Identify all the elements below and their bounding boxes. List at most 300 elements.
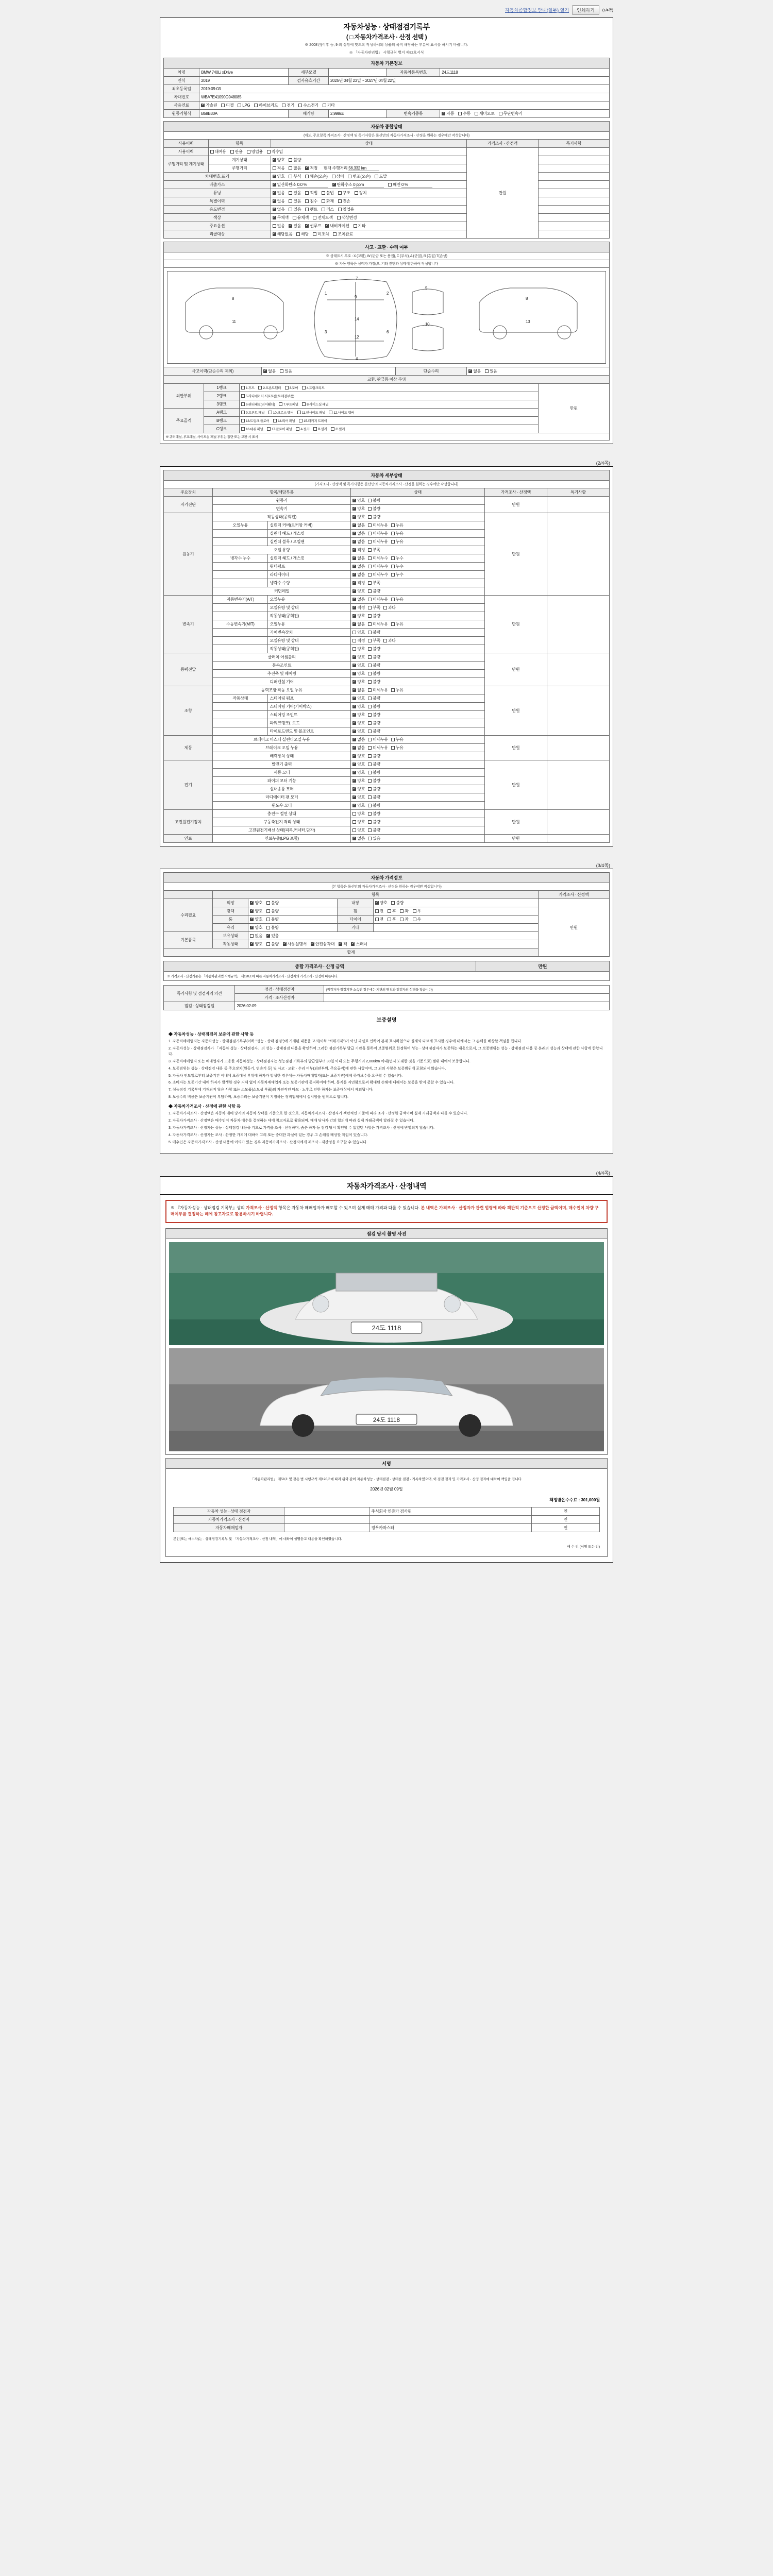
detail-options[interactable] xyxy=(351,686,485,694)
price-total-label: 합계 xyxy=(164,948,539,957)
br1-e2: 잭 xyxy=(343,942,347,946)
checkbox[interactable] xyxy=(352,515,356,519)
checkbox[interactable] xyxy=(391,540,395,544)
detail-sub-label: 기어변속장치 xyxy=(268,629,351,637)
info-link[interactable]: 자동차종합정보 안내(일부) 열기 xyxy=(505,8,569,13)
checkbox[interactable] xyxy=(368,573,372,577)
detail-row xyxy=(164,810,610,818)
value-inspection: 2025년 04월 23일 ~ 2027년 04월 22일 xyxy=(329,77,610,85)
simple-options[interactable] xyxy=(467,367,610,376)
checkbox[interactable] xyxy=(352,820,356,824)
checkbox[interactable] xyxy=(391,532,395,535)
checkbox[interactable] xyxy=(368,705,372,708)
detail-options[interactable] xyxy=(351,637,485,645)
checkbox[interactable] xyxy=(368,804,372,807)
checkbox[interactable] xyxy=(368,631,372,634)
option-label: 양호 xyxy=(357,515,365,519)
br1-e0: 사용설명서 xyxy=(287,942,307,946)
checkbox[interactable] xyxy=(368,672,372,675)
option-label: 불량 xyxy=(373,787,380,791)
detail-item-label: 냉각수 누수 xyxy=(213,554,268,563)
detail-options[interactable] xyxy=(351,802,485,810)
opt-sub-1: 내비게이션 xyxy=(330,224,349,228)
checkbox[interactable] xyxy=(352,705,356,708)
checkbox[interactable] xyxy=(383,639,387,642)
checkbox[interactable] xyxy=(391,598,395,601)
detail-options[interactable] xyxy=(351,620,485,629)
checkbox[interactable] xyxy=(391,523,395,527)
checkbox[interactable] xyxy=(368,581,372,585)
usage-opt-2: 영업용 xyxy=(251,149,263,154)
basic-info-table xyxy=(163,58,610,118)
usage-options[interactable] xyxy=(208,148,467,156)
checkbox[interactable] xyxy=(352,647,356,651)
repair-row1-opts[interactable] xyxy=(248,907,338,916)
detail-options[interactable] xyxy=(351,604,485,612)
detail-item-label xyxy=(213,571,268,579)
or1-0: 1.후드 xyxy=(246,386,255,390)
terms-paragraph: 2. 자동차가격조사 · 산정액은 매수인이 자동차 매수를 결정하는 데에 참고자료로 활용되며, 매매 당사자 간의 합의에 따라 실제 거래금액이 달라질 수 있습니다. xyxy=(169,1119,414,1123)
checkbox[interactable] xyxy=(352,754,356,758)
checkbox[interactable] xyxy=(368,754,372,758)
checkbox[interactable] xyxy=(352,573,356,577)
detail-options[interactable] xyxy=(351,587,485,596)
option-options[interactable] xyxy=(271,222,467,230)
checkbox[interactable] xyxy=(352,804,356,807)
checkbox[interactable] xyxy=(368,589,372,593)
sheet-page-2 xyxy=(160,466,613,846)
checkbox[interactable] xyxy=(352,631,356,634)
color-label: 색상 xyxy=(164,214,271,222)
checkbox[interactable] xyxy=(383,606,387,609)
usage-label: 사용이력 xyxy=(164,148,209,156)
checkbox[interactable] xyxy=(368,730,372,733)
detail-options[interactable] xyxy=(351,596,485,604)
checkbox[interactable] xyxy=(352,738,356,741)
usechange-options[interactable] xyxy=(271,206,467,214)
detail-sub-label: 스티어링 기어(기어박스) xyxy=(268,703,351,711)
detail-options[interactable] xyxy=(351,793,485,802)
checkbox[interactable] xyxy=(368,762,372,766)
checkbox[interactable] xyxy=(368,548,372,552)
detail-options[interactable] xyxy=(351,530,485,538)
value-plate: 24도1118 xyxy=(440,69,610,77)
checkbox[interactable] xyxy=(368,779,372,783)
sign-row2-org: 정우카마스터 xyxy=(369,1523,531,1532)
checkbox[interactable] xyxy=(391,688,395,692)
detail-options[interactable] xyxy=(351,694,485,703)
checkbox[interactable] xyxy=(368,787,372,791)
trans-options[interactable] xyxy=(440,110,610,118)
recall-opt-0: 해당없음 xyxy=(277,232,293,236)
checkbox[interactable] xyxy=(352,507,356,511)
option-label: 불량 xyxy=(373,721,380,725)
insp-row1-label: 점검 · 상태점검자 xyxy=(235,986,324,994)
terms-title: 보증설명 xyxy=(376,1018,397,1023)
detail-options[interactable] xyxy=(351,662,485,670)
state-col-price: 가격조사 · 산정액 xyxy=(467,140,538,148)
checkbox[interactable] xyxy=(352,812,356,816)
repair-row0-opts[interactable] xyxy=(248,899,338,907)
option-label: 양호 xyxy=(357,762,365,767)
option-label: 불량 xyxy=(373,762,380,767)
vin-mark-options[interactable] xyxy=(271,173,467,181)
ic-2: A.필러 xyxy=(300,428,310,431)
label-vin: 차대번호 xyxy=(164,93,199,101)
checkbox[interactable] xyxy=(368,713,372,717)
checkbox[interactable] xyxy=(352,532,356,535)
checkbox[interactable] xyxy=(352,787,356,791)
checkbox[interactable] xyxy=(368,639,372,642)
svg-text:6: 6 xyxy=(386,330,389,334)
checkbox[interactable] xyxy=(352,622,356,626)
detail-options[interactable] xyxy=(351,744,485,752)
fee-row xyxy=(173,1497,600,1503)
special-sub-2: 전손 xyxy=(342,199,350,204)
detail-options[interactable] xyxy=(351,678,485,686)
checkbox[interactable] xyxy=(391,565,395,568)
option-label: 불량 xyxy=(373,770,380,775)
repair-row0-name: 외장 xyxy=(213,899,248,907)
detail-options[interactable] xyxy=(351,497,485,505)
detail-options[interactable] xyxy=(351,538,485,546)
inner-rankA-items[interactable] xyxy=(240,409,539,417)
checkbox[interactable] xyxy=(391,622,395,626)
checkbox[interactable] xyxy=(352,639,356,642)
checkbox[interactable] xyxy=(352,523,356,527)
recall-label: 리콜대상 xyxy=(164,230,271,239)
detail-price-cell: 만원 xyxy=(484,497,547,513)
label-plate: 자동차등록번호 xyxy=(386,69,440,77)
final-note: ※ 가격조사 · 산정기준은 「자동차관리법 시행규칙」 제120조에 따른 자동차가격조사 · 산정자의 가격조사 · 산정에 따릅니다. xyxy=(164,972,610,981)
option-label: 양호 xyxy=(357,506,365,511)
option-label: 누유 xyxy=(395,597,404,602)
svg-text:8: 8 xyxy=(526,296,528,301)
repair-row2-opts2[interactable] xyxy=(373,916,538,924)
page4-footer: 본인(또는 매수자)는 · 상태점검기록부 및 「자동차가격조사 · 산정 내역」에 대하여 설명듣고 내용을 확인하였습니다. xyxy=(173,1537,342,1541)
checkbox[interactable] xyxy=(391,556,395,560)
detail-options[interactable] xyxy=(351,711,485,719)
option-label: 양호 xyxy=(357,647,365,651)
checkbox[interactable] xyxy=(352,540,356,544)
checkbox[interactable] xyxy=(368,614,372,618)
checkbox[interactable] xyxy=(368,688,372,692)
option-label: 양호 xyxy=(357,704,365,709)
svg-text:3: 3 xyxy=(325,330,327,334)
checkbox[interactable] xyxy=(352,828,356,832)
emi-val-0: 0.0 % xyxy=(297,182,328,188)
special-options[interactable] xyxy=(271,197,467,206)
sign-row1-org xyxy=(369,1515,531,1523)
checkbox[interactable] xyxy=(368,499,372,502)
fuel-options[interactable] xyxy=(199,101,610,110)
checkbox[interactable] xyxy=(368,721,372,725)
detail-options[interactable] xyxy=(351,719,485,727)
detail-options[interactable] xyxy=(351,777,485,785)
ic-1: 17.플로어 패널 xyxy=(272,428,292,431)
price-col-price: 가격조사 · 산정액 xyxy=(538,891,609,899)
option-label: 양호 xyxy=(357,680,365,684)
detail-options[interactable] xyxy=(351,563,485,571)
inner-rankC-items[interactable] xyxy=(240,425,539,433)
checkbox[interactable] xyxy=(368,565,372,568)
checkbox[interactable] xyxy=(368,795,372,799)
page-indicator-3: (3/4쪽) xyxy=(596,863,610,868)
ic-3: B.필러 xyxy=(318,428,327,431)
checkbox[interactable] xyxy=(352,688,356,692)
detail-options[interactable] xyxy=(351,521,485,530)
detail-options[interactable] xyxy=(351,629,485,637)
checkbox[interactable] xyxy=(352,589,356,593)
detail-item-label xyxy=(213,563,268,571)
option-label: 부족 xyxy=(373,548,380,552)
detail-options[interactable] xyxy=(351,785,485,793)
option-label: 없음 xyxy=(357,539,365,544)
checkbox[interactable] xyxy=(352,548,356,552)
detail-item-label: 작동상태 xyxy=(213,694,268,703)
checkbox[interactable] xyxy=(368,828,372,832)
tuning-sub-0: 적법 xyxy=(310,191,318,195)
checkbox[interactable] xyxy=(352,779,356,783)
checkbox[interactable] xyxy=(368,655,372,659)
terms-heading: ◆ 자동차성능 · 상태점검의 보증에 관한 사항 등 xyxy=(169,1032,254,1037)
detail-options[interactable] xyxy=(351,703,485,711)
detail-item-label: 고전원전기배선 상태(피복,커넥터,단자) xyxy=(213,826,351,835)
special-sub-0: 침수 xyxy=(310,199,318,204)
option-label: 없음 xyxy=(357,523,365,528)
option-label: 불량 xyxy=(373,778,380,783)
checkbox[interactable] xyxy=(368,532,372,535)
color-opt-1: 유채색 xyxy=(297,215,309,220)
checkbox[interactable] xyxy=(352,664,356,667)
odometer-options[interactable] xyxy=(271,164,467,173)
repair-row3-opts[interactable] xyxy=(248,924,338,932)
checkbox[interactable] xyxy=(368,622,372,626)
checkbox[interactable] xyxy=(352,581,356,585)
checkbox[interactable] xyxy=(352,614,356,618)
detail-options[interactable] xyxy=(351,554,485,563)
checkbox[interactable] xyxy=(368,812,372,816)
detail-group-label: 자기진단 xyxy=(164,497,213,513)
option-label: 불량 xyxy=(373,655,380,659)
checkbox[interactable] xyxy=(352,565,356,568)
page4-title: 자동차가격조사 · 산정내역 xyxy=(160,1177,613,1195)
checkbox[interactable] xyxy=(352,771,356,774)
detail-options[interactable] xyxy=(351,579,485,587)
checkbox[interactable] xyxy=(368,738,372,741)
checkbox[interactable] xyxy=(352,598,356,601)
accident-options[interactable] xyxy=(262,367,396,376)
checkbox[interactable] xyxy=(352,837,356,840)
checkbox[interactable] xyxy=(368,515,372,519)
car-diagram xyxy=(167,271,606,364)
detail-item-label: 수동변속기(M/T) xyxy=(213,620,268,629)
option-label: 미세누유 xyxy=(373,737,388,742)
detail-options[interactable] xyxy=(351,645,485,653)
print-button[interactable]: 인쇄하기 xyxy=(572,5,599,15)
option-label: 적정 xyxy=(357,605,365,610)
checkbox[interactable] xyxy=(391,738,395,741)
page-subtitle: ( □ 자동차가격조사 · 산정 선택 ) xyxy=(346,33,427,41)
recall-options[interactable] xyxy=(271,230,467,239)
checkbox[interactable] xyxy=(368,507,372,511)
checkbox[interactable] xyxy=(368,647,372,651)
checkbox[interactable] xyxy=(368,771,372,774)
detail-item-label: 배력장치 상태 xyxy=(213,752,351,760)
detail-options[interactable] xyxy=(351,546,485,554)
terms-paragraph: 3. 자동차가격조사 · 산정자는 성능 · 상태점검 내용을 기초로 가격을 조사 · 산정하며, 숨은 하자 등 점검 당시 확인할 수 없었던 사항은 가격조사 · 산정에 반영되지 않습니다. xyxy=(169,1126,434,1130)
color-options[interactable] xyxy=(271,214,467,222)
checkbox[interactable] xyxy=(352,672,356,675)
detail-options[interactable] xyxy=(351,736,485,744)
checkbox[interactable] xyxy=(368,697,372,700)
checkbox[interactable] xyxy=(368,598,372,601)
outer-rank2-items[interactable] xyxy=(240,392,539,400)
detail-item-label xyxy=(213,711,268,719)
insp-row1-value: (점검자가 점검기관 소속인 경우에는 기관의 명칭과 점검자의 성명을 적습니다) xyxy=(324,986,610,994)
option-label: 있음 xyxy=(373,836,380,841)
option-label: 없음 xyxy=(357,572,365,577)
emi-opt-0: 일산화탄소 xyxy=(277,182,296,187)
checkbox[interactable] xyxy=(352,730,356,733)
checkbox[interactable] xyxy=(352,762,356,766)
rr2b-0: 전 xyxy=(379,917,383,922)
option-label: 불량 xyxy=(373,713,380,717)
detail-options[interactable] xyxy=(351,727,485,736)
checkbox[interactable] xyxy=(368,540,372,544)
checkbox[interactable] xyxy=(368,523,372,527)
checkbox[interactable] xyxy=(352,721,356,725)
checkbox[interactable] xyxy=(368,664,372,667)
checkbox[interactable] xyxy=(368,746,372,750)
base-row1-opts[interactable] xyxy=(248,940,538,948)
gauge-options[interactable] xyxy=(271,156,467,164)
detail-item-label: 변속기 xyxy=(213,505,351,513)
base-row0-opts[interactable] xyxy=(248,932,538,940)
detail-options[interactable] xyxy=(351,505,485,513)
inner-rankB-items[interactable] xyxy=(240,417,539,425)
detail-table xyxy=(163,470,610,843)
detail-remark-cell xyxy=(547,497,609,513)
photo-section-head: 점검 당시 촬영 사진 xyxy=(165,1228,608,1239)
detail-options[interactable] xyxy=(351,670,485,678)
outer-rank1-items[interactable] xyxy=(240,384,539,392)
detail-options[interactable] xyxy=(351,826,485,835)
detail-options[interactable] xyxy=(351,818,485,826)
checkbox[interactable] xyxy=(352,697,356,700)
opt-sub-2: 기타 xyxy=(358,224,366,228)
checkbox[interactable] xyxy=(352,655,356,659)
checkbox[interactable] xyxy=(391,573,395,577)
detail-options[interactable] xyxy=(351,612,485,620)
detail-options[interactable] xyxy=(351,810,485,818)
detail-sub-label: 실린더 블록 / 오일팬 xyxy=(268,538,351,546)
state-table xyxy=(163,121,610,239)
repair-row2-opts[interactable] xyxy=(248,916,338,924)
detail-col-3: 상태 xyxy=(351,488,485,497)
usage-opt-0: 대여용 xyxy=(214,149,226,154)
price-total-cell: 만원 xyxy=(538,899,609,957)
detail-options[interactable] xyxy=(351,752,485,760)
detail-row xyxy=(164,736,610,744)
repair-row0-opts2[interactable] xyxy=(373,899,538,907)
checkbox[interactable] xyxy=(391,746,395,750)
repair-row1-name2: 휠 xyxy=(338,907,373,916)
color-sub-0: 전체도색 xyxy=(317,215,333,220)
or3-1: 7.루프패널 xyxy=(283,403,298,406)
svg-text:7: 7 xyxy=(356,276,358,281)
option-label: 없음 xyxy=(357,745,365,750)
checkbox[interactable] xyxy=(368,837,372,840)
checkbox[interactable] xyxy=(368,820,372,824)
option-label: 양호 xyxy=(357,820,365,824)
usage-opt-3: 직수입 xyxy=(271,149,283,154)
state-col-status: 상태 xyxy=(271,140,467,148)
value-vin: WBA7E41090G948085 xyxy=(199,93,610,101)
detail-price-cell: 만원 xyxy=(484,513,547,596)
option-label: 양호 xyxy=(357,770,365,775)
option-label: 불량 xyxy=(373,589,380,594)
inner-label: 주요골격 xyxy=(164,409,204,433)
detail-group-label: 고전원전기장치 xyxy=(164,810,213,835)
checkbox[interactable] xyxy=(352,713,356,717)
tuning-options[interactable] xyxy=(271,189,467,197)
fuel-opt-5: 수소전기 xyxy=(303,103,318,108)
uc-sub-2: 영업용 xyxy=(342,207,355,212)
color-remark xyxy=(538,214,609,222)
detail-options[interactable] xyxy=(351,513,485,521)
odo-opt-1: 많음 xyxy=(293,166,301,171)
checkbox[interactable] xyxy=(368,556,372,560)
detail-row xyxy=(164,513,610,521)
gauge-opt-1: 불량 xyxy=(293,158,301,162)
value-submodel xyxy=(329,69,386,77)
vin-opt-2: 훼손(오손) xyxy=(310,174,328,179)
option-label: 불량 xyxy=(373,680,380,684)
outer-rank3-items[interactable] xyxy=(240,400,539,409)
checkbox[interactable] xyxy=(352,606,356,609)
mileage-label: 주행거리 및 계기상태 xyxy=(164,156,209,173)
checkbox[interactable] xyxy=(352,499,356,502)
option-label: 부족 xyxy=(373,581,380,585)
repair-row2-name: 룸 xyxy=(213,916,248,924)
detail-options[interactable] xyxy=(351,653,485,662)
checkbox[interactable] xyxy=(352,795,356,799)
emission-label: 배출가스 xyxy=(164,181,271,189)
repair-row1-opts2[interactable] xyxy=(373,907,538,916)
detail-remark-cell xyxy=(547,810,609,835)
checkbox[interactable] xyxy=(352,680,356,684)
checkbox[interactable] xyxy=(368,606,372,609)
checkbox[interactable] xyxy=(368,680,372,684)
signature-section-head: 서명 xyxy=(165,1458,608,1469)
tuning-sub2-1: 장치 xyxy=(359,191,367,195)
option-label: 주요옵션 xyxy=(164,222,271,230)
detail-options[interactable] xyxy=(351,760,485,769)
exchange-head: 교환, 판금등 이상 부위 xyxy=(164,376,610,384)
price-col-item: 항목 xyxy=(213,891,538,899)
sign-row2-value xyxy=(284,1523,369,1532)
detail-options[interactable] xyxy=(351,835,485,843)
value-year: 2019 xyxy=(199,77,289,85)
checkbox[interactable] xyxy=(352,746,356,750)
checkbox[interactable] xyxy=(352,556,356,560)
detail-options[interactable] xyxy=(351,571,485,579)
emission-values[interactable] xyxy=(271,181,467,189)
detail-options[interactable] xyxy=(351,769,485,777)
trans-opt-3: 무단변속기 xyxy=(503,111,523,116)
option-label: 미세누유 xyxy=(373,523,388,528)
